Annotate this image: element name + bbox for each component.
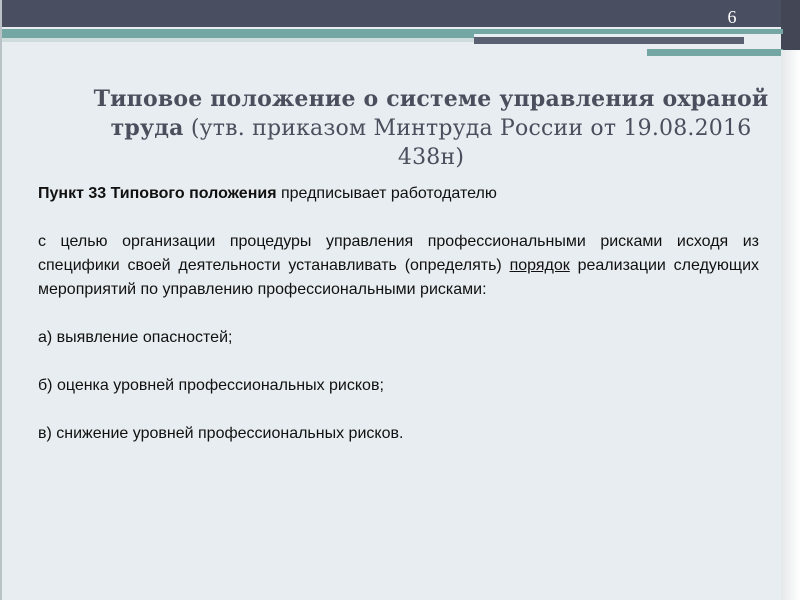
intro-line (38, 182, 759, 206)
paragraph-underlined: порядок (509, 257, 570, 274)
list-item: а) выявление опасностей; (38, 329, 233, 346)
intro-rest: предписывает работодателю (280, 185, 497, 202)
list-item: б) оценка уровней профессиональных рисков; (38, 377, 384, 394)
paragraph-end: реализации следующих мероприятий по управлению профессиональными рисками: (38, 257, 760, 298)
header-banner-corner (781, 0, 800, 50)
accent-stripe (474, 37, 744, 44)
list-item: в) снижение уровней профессиональных рисков. (38, 425, 404, 442)
slide-body (38, 182, 759, 446)
intro-bold: Пункт 33 Типового положения (38, 185, 277, 202)
title-subtitle: (утв. приказом Минтруда России от 19.08.2016 438н) (190, 116, 752, 170)
accent-stripe (2, 38, 474, 42)
slide-number: 6 (727, 7, 737, 27)
accent-stripe (474, 29, 783, 34)
main-paragraph (38, 230, 759, 302)
right-shade (781, 50, 800, 600)
paragraph-start: с целью организации процедуры управления профессиональными рисками исходя из специфики своей деятельности устанавливать (определять) (38, 233, 759, 274)
header-banner (2, 0, 783, 27)
slide-title (86, 85, 776, 172)
title-main: Типовое положение о системе управления охраной труда (93, 86, 769, 141)
accent-stripe (2, 29, 474, 38)
accent-stripe (647, 49, 783, 56)
